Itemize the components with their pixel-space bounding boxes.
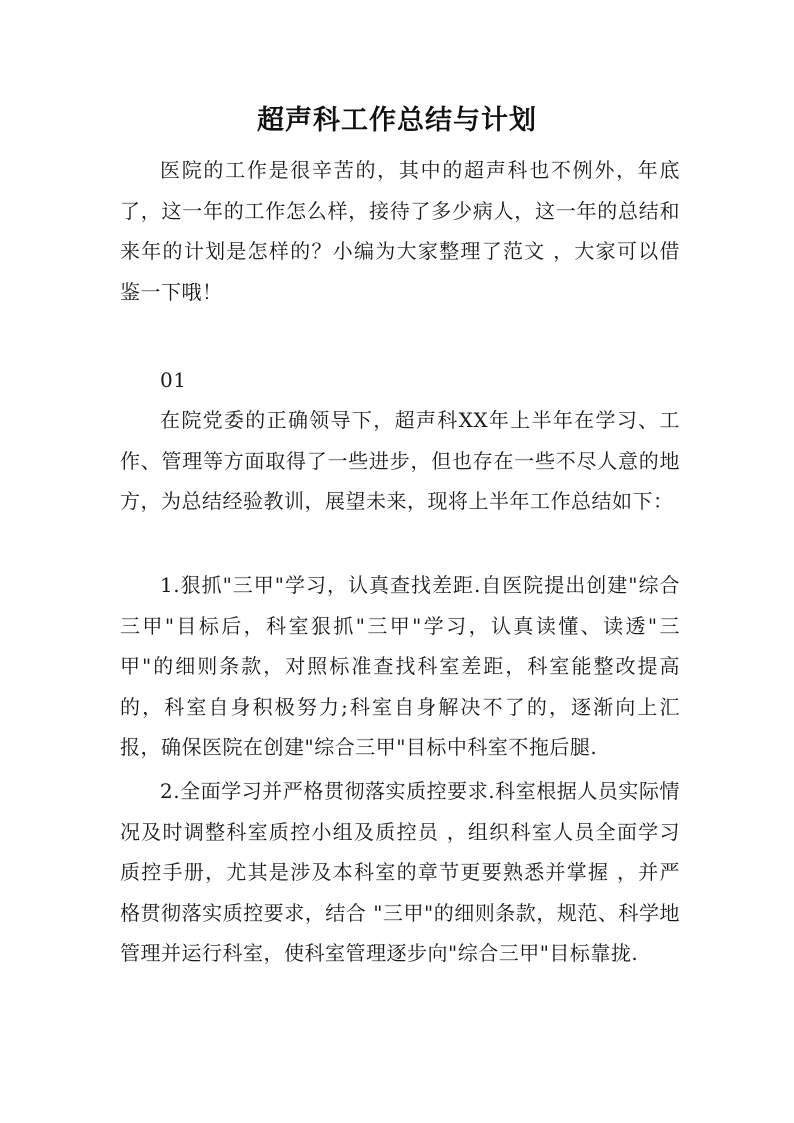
item-2-paragraph: 2.全面学习并严格贯彻落实质控要求.科室根据人员实际情况及时调整科室质控小组及质控员 ，组织科室人员全面学习质控手册，尤其是涉及本科室的章节更要熟悉并掌握 ，并严格贯彻落实质控要求，结合 "三甲"的细则条款，规范、科学地管理并运行科室，使科室管理逐步向"综合三甲"目标靠拢. [120, 779, 680, 965]
section-number: 01 [160, 368, 187, 392]
section-intro-paragraph: 在院党委的正确领导下，超声科XX年上半年在学习、工作、管理等方面取得了一些进步，但也存在一些不尽人意的地方，为总结经验教训，展望未来，现将上半年工作总结如下： [120, 408, 680, 513]
item-1-paragraph: 1.狠抓"三甲"学习，认真查找差距.自医院提出创建"综合三甲"目标后，科室狠抓"三甲"学习，认真读懂、读透"三甲"的细则条款，对照标准查找科室差距，科室能整改提高的，科室自身积极努力;科室自身解决不了的，逐渐向上汇报，确保医院在创建"综合三甲"目标中科室不拖后腿. [120, 573, 680, 759]
document-title: 超声科工作总结与计划 [257, 105, 537, 136]
intro-paragraph: 医院的工作是很辛苦的，其中的超声科也不例外，年底了，这一年的工作怎么样，接待了多少病人，这一年的总结和来年的计划是怎样的？小编为大家整理了范文 ，大家可以借鉴一下哦！ [120, 158, 680, 304]
